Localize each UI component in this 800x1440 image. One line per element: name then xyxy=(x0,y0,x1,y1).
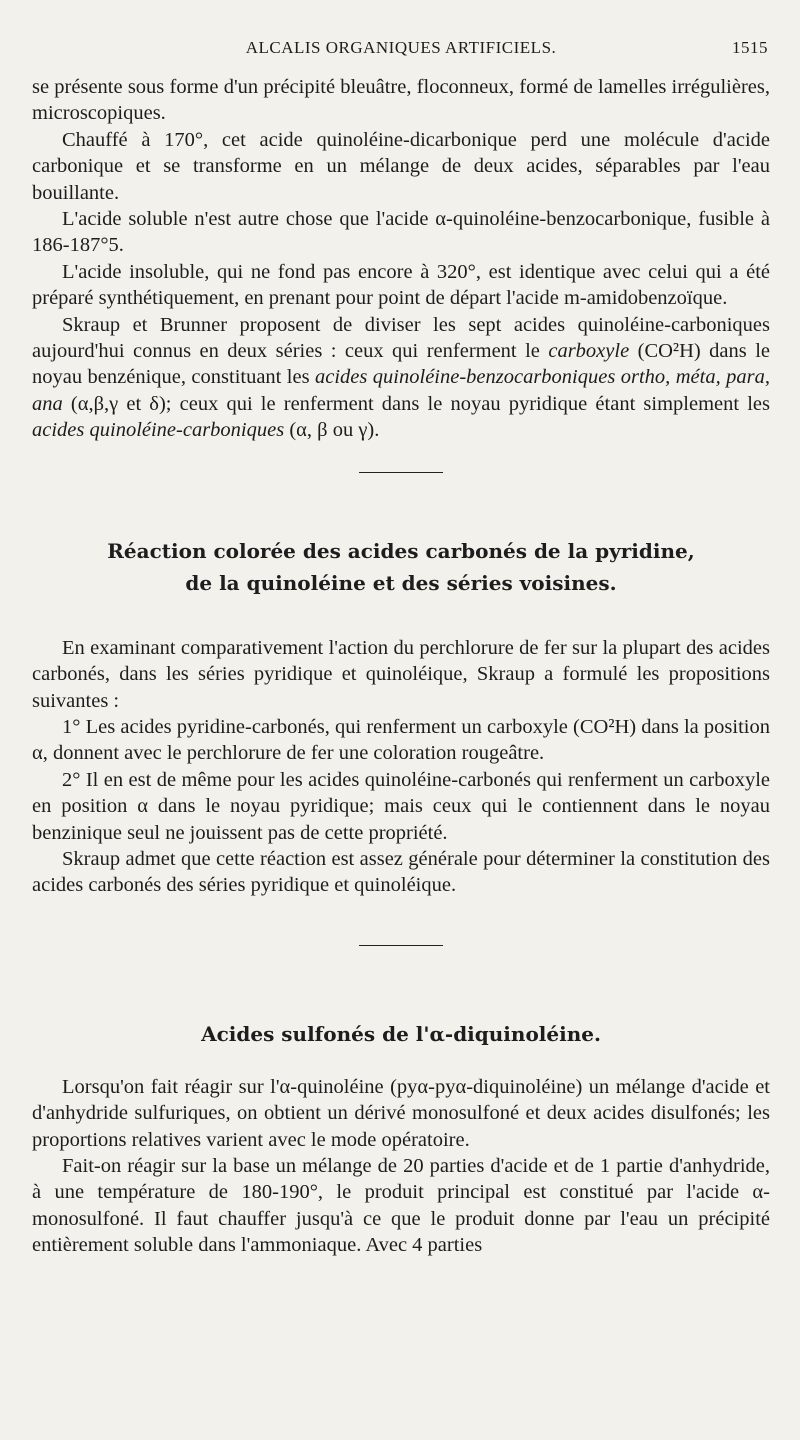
paragraph-precipitate: se présente sous forme d'un précipité bleuâtre, floconneux, formé de lamelles irrégulières, microscopiques. xyxy=(32,76,770,125)
italic-term-benzocarboniques: acides quinoléine-benzocarboniques ortho, méta, para, ana xyxy=(32,366,770,415)
paragraph-skraup-brunner xyxy=(32,312,770,444)
paragraph-procedure: Fait-on réagir sur la base un mélange de 20 parties d'acide et de 1 partie d'anhydride, à une température de 180-190°, le produit principal est constitué par l'acide α-monosulfoné. Il faut chauffer jusqu'à ce que le produit donne par l'eau un précipité entièrement soluble dans l'ammoniaque. Avec 4 parties xyxy=(32,1154,770,1257)
text-run: Skraup et Brunner proposent de diviser les sept acides quinoléine-carboniques aujourd'hui connus en deux séries : ceux qui renferment le xyxy=(32,313,770,363)
heading-line: de la quinoléine et des séries voisines. xyxy=(185,570,617,595)
paragraph-insoluble-acid: L'acide insoluble, qui ne fond pas encore à 320°, est identique avec celui qui a été préparé synthétiquement, en prenant pour point de départ l'acide m-amidobenzoïque. xyxy=(32,260,770,310)
italic-term-carboxyle: carboxyle xyxy=(548,340,630,363)
section-heading-sulfonated: Acides sulfonés de l'α-diquinoléine. xyxy=(201,1021,601,1046)
italic-term-quinoleine-carboniques: acides quinoléine-carboniques xyxy=(32,419,285,442)
text-run: (CO²H) dans le noyau benzénique, constituant les xyxy=(32,340,770,389)
text-run: (α, β ou γ). xyxy=(284,419,380,442)
text-run: (α,β,γ et δ); ceux qui le renferment dans le noyau pyridique étant simplement les xyxy=(62,392,770,415)
section-heading-reaction xyxy=(32,535,770,599)
paragraph-proposition-2: 2° Il en est de même pour les acides quinoléine-carbonés qui renferment un carboxyle en position α dans le noyau pyridique; mais ceux qui le contiennent dans le noyau benzinique seul ne jouissent pas de cette propriété. xyxy=(32,768,770,844)
heading-line: Réaction colorée des acides carbonés de la pyridine, xyxy=(107,538,695,563)
page-number: 1515 xyxy=(732,38,768,57)
paragraph-perchlorure: En examinant comparativement l'action du perchlorure de fer sur la plupart des acides carbonés, dans les séries pyridique et quinoléique, Skraup a formulé les propositions suivantes : xyxy=(32,636,770,712)
paragraph-soluble-acid: L'acide soluble n'est autre chose que l'acide α-quinoléine-benzocarbonique, fusible à 186-187°5. xyxy=(32,208,770,257)
paragraph-sulfonation: Lorsqu'on fait réagir sur l'α-quinoléine (pyα-pyα-diquinoléine) un mélange d'acide et d'anhydride sulfuriques, on obtient un dérivé monosulfoné et deux acides disulfonés; les proportions relatives varient avec le mode opératoire. xyxy=(32,1075,770,1151)
paragraph-proposition-1: 1° Les acides pyridine-carbonés, qui renferment un carboxyle (CO²H) dans la position α, donnent avec le perchlorure de fer une coloration rougeâtre. xyxy=(32,715,770,765)
paragraph-heating: Chauffé à 170°, cet acide quinoléine-dicarbonique perd une molécule d'acide carbonique et se transforme en un mélange de deux acides, séparables par l'eau bouillante. xyxy=(32,128,770,204)
running-title: ALCALIS ORGANIQUES ARTIFICIELS. xyxy=(245,38,557,57)
running-header xyxy=(32,34,770,74)
paragraph-skraup-conclusion: Skraup admet que cette réaction est assez générale pour déterminer la constitution des acides carbonés des séries pyridique et quinoléique. xyxy=(32,847,770,897)
